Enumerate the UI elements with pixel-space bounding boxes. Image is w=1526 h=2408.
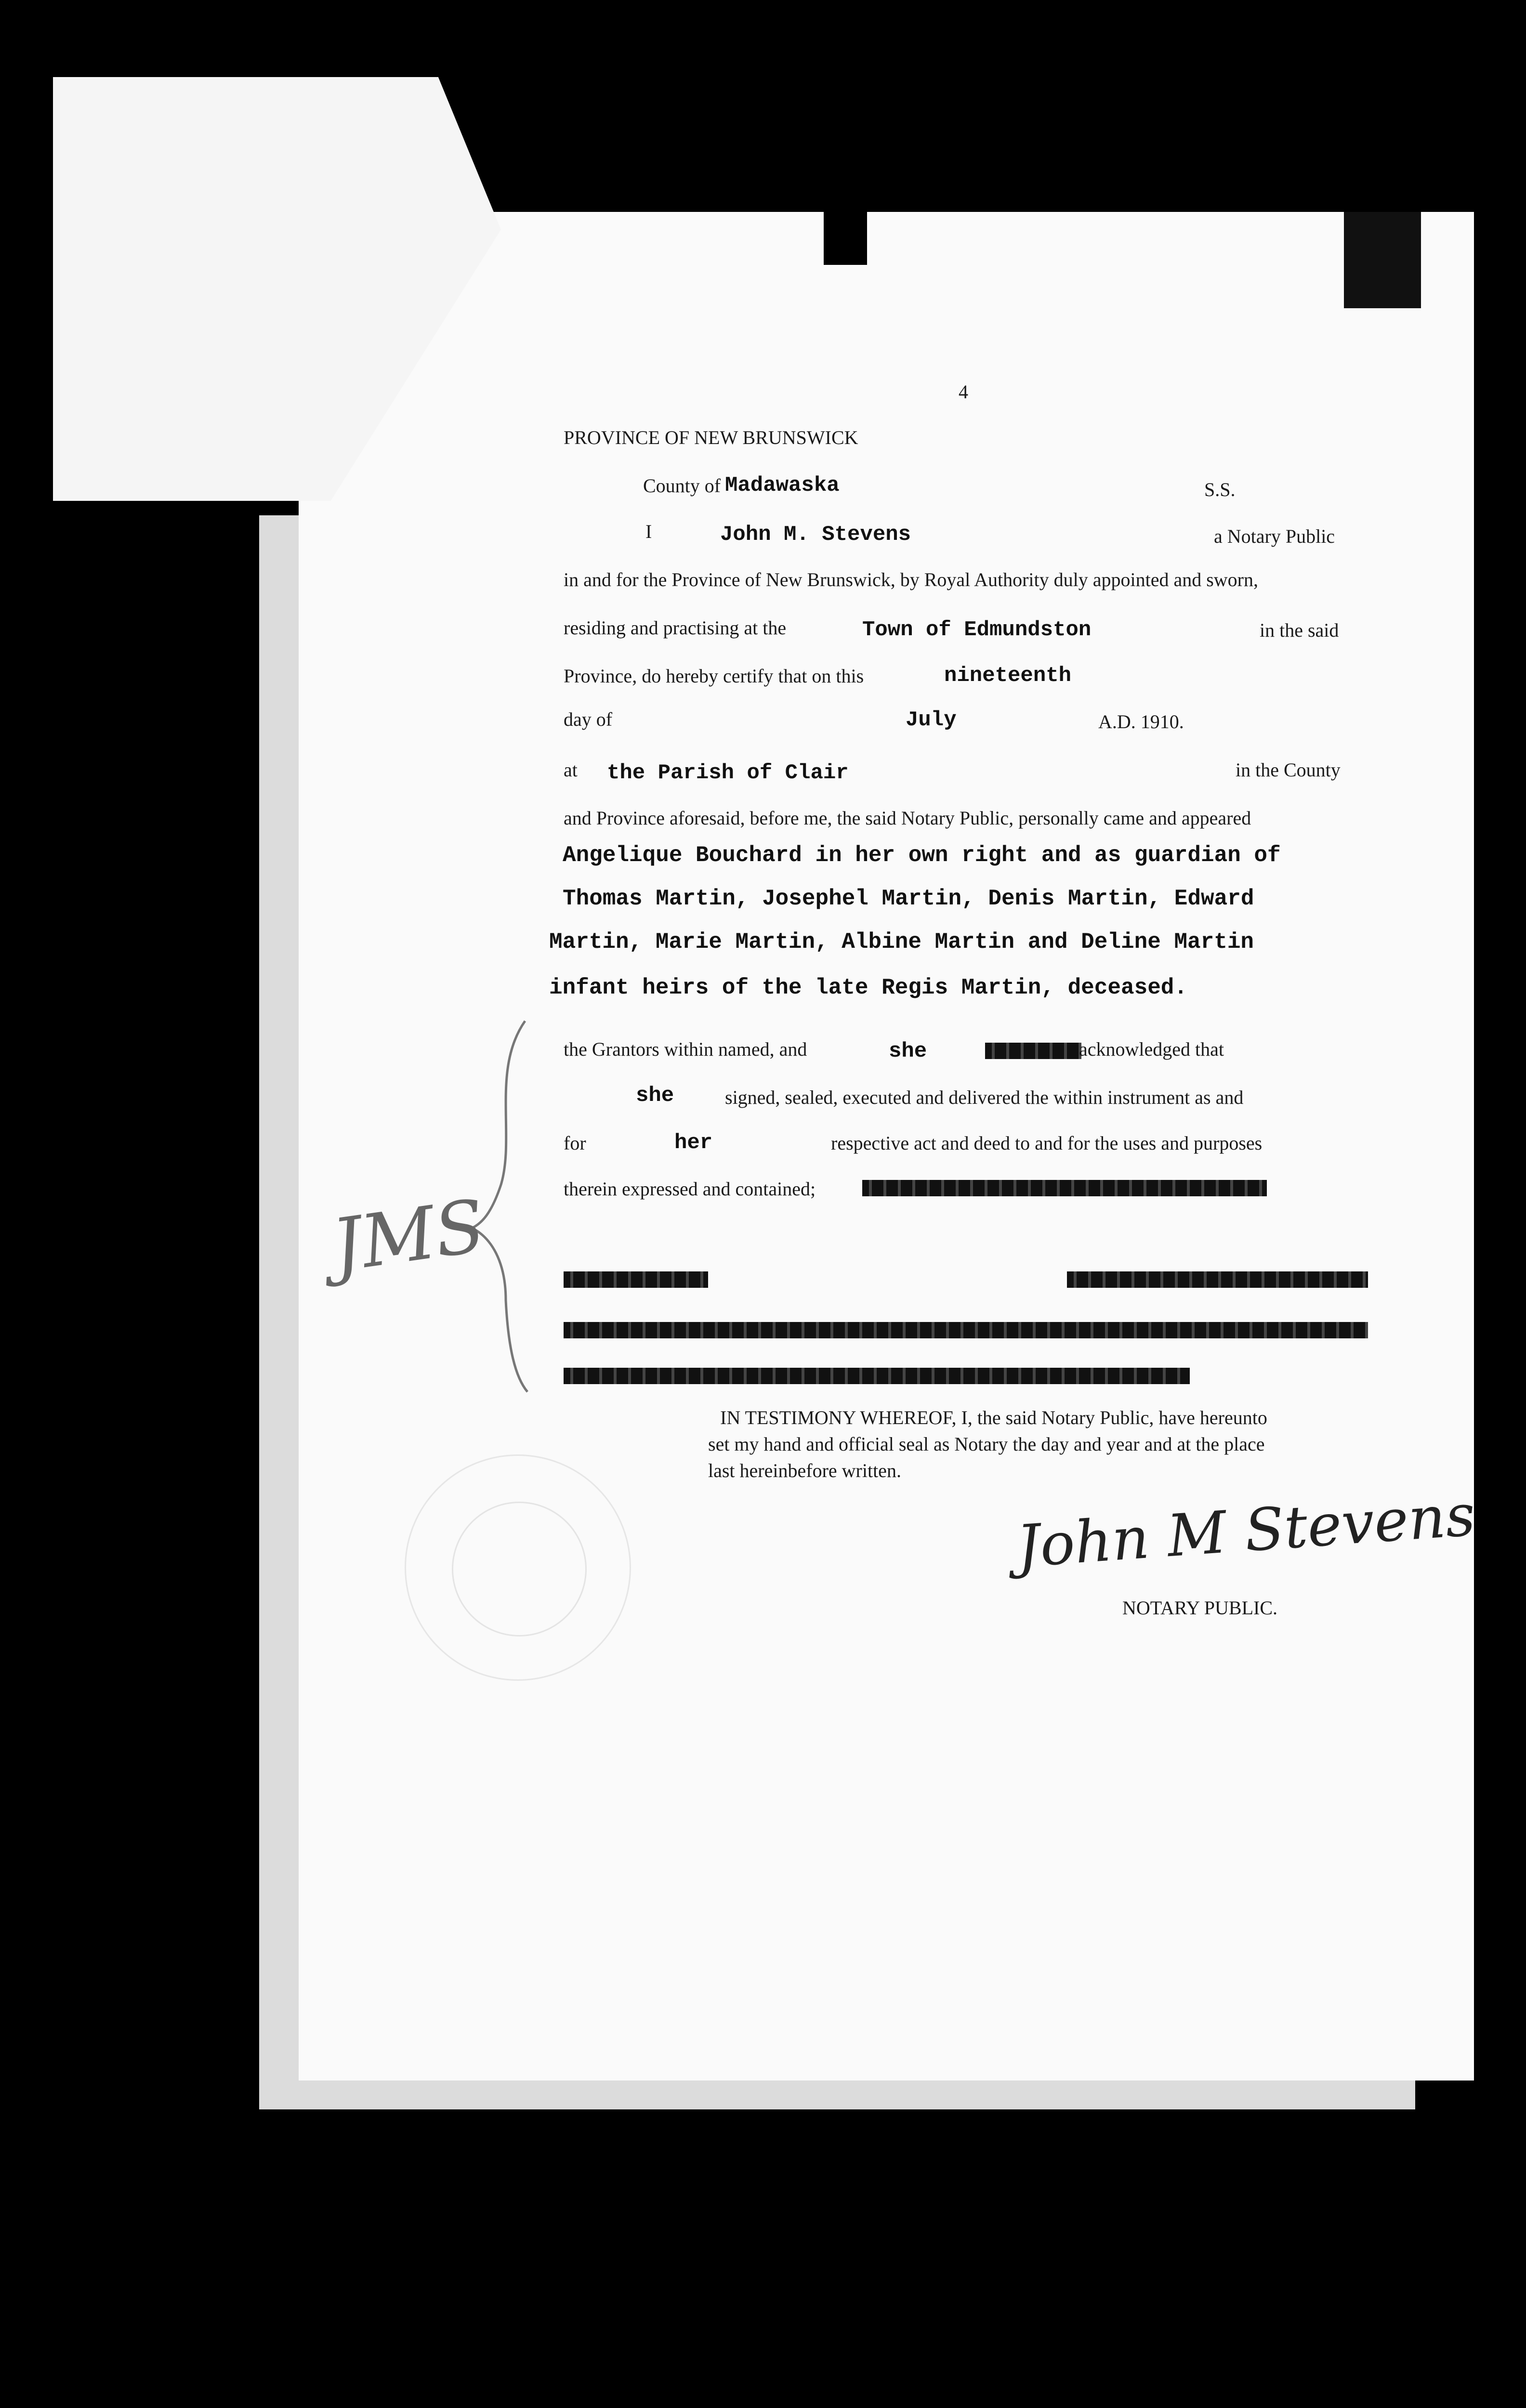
signed-line: signed, sealed, executed and delivered the within instrument as and — [725, 1086, 1244, 1108]
parish-name: the Parish of Clair — [607, 761, 849, 785]
struck-word-1 — [985, 1043, 1081, 1059]
therein-line: therein expressed and contained; — [564, 1178, 816, 1200]
struck-text-5 — [564, 1368, 1190, 1384]
struck-text-1 — [862, 1180, 1267, 1196]
pencil-initials: JMS — [327, 1184, 490, 1289]
province-heading: PROVINCE OF NEW BRUNSWICK — [564, 427, 858, 448]
corner-notch — [1344, 212, 1421, 308]
certify-line: Province, do hereby certify that on this — [564, 665, 864, 687]
struck-text-3 — [1067, 1271, 1368, 1288]
notary-i: I — [645, 521, 652, 542]
acknowledged-label: acknowledged that — [1079, 1038, 1224, 1060]
year-label: A.D. 1910. — [1098, 711, 1184, 733]
for-label: for — [564, 1132, 586, 1154]
pronoun-she-1: she — [889, 1039, 927, 1063]
testimony-line-3: last hereinbefore written. — [708, 1460, 901, 1481]
notary-seal-emboss — [405, 1454, 631, 1681]
residing-label: residing and practising at the — [564, 617, 787, 639]
in-county-label: in the County — [1236, 759, 1341, 781]
certify-day: nineteenth — [944, 664, 1072, 688]
appeared-line-1: Angelique Bouchard in her own right and as guardian of — [563, 843, 1281, 868]
in-said-label: in the said — [1260, 619, 1339, 641]
notary-signature: John M Stevens — [1014, 1481, 1477, 1581]
struck-text-2 — [564, 1271, 708, 1288]
ss-label: S.S. — [1204, 479, 1236, 500]
notary-name: John M. Stevens — [720, 523, 911, 547]
appeared-line-3: Martin, Marie Martin, Albine Martin and Deline Martin — [549, 929, 1254, 955]
testimony-line-1: IN TESTIMONY WHEREOF, I, the said Notary Public, have hereunto — [720, 1407, 1267, 1428]
struck-text-4 — [564, 1322, 1368, 1338]
appeared-line-2: Thomas Martin, Josephel Martin, Denis Martin, Edward — [563, 886, 1254, 911]
at-label: at — [564, 759, 578, 781]
county-name: Madawaska — [725, 473, 840, 497]
day-of-label: day of — [564, 708, 613, 730]
pronoun-her: her — [674, 1131, 713, 1155]
respective-line: respective act and deed to and for the uses and purposes — [831, 1132, 1263, 1154]
certify-month: July — [906, 708, 957, 732]
notary-public-label: a Notary Public — [1214, 525, 1335, 547]
county-label: County of — [643, 475, 721, 497]
residence-place: Town of Edmundston — [862, 618, 1092, 642]
testimony-line-2: set my hand and official seal as Notary the day and year and at the place — [708, 1433, 1265, 1455]
page-number: 4 — [959, 381, 968, 403]
top-notch — [824, 212, 867, 265]
notary-public-footer: NOTARY PUBLIC. — [1122, 1597, 1278, 1619]
grantors-line: the Grantors within named, and — [564, 1038, 807, 1060]
appeared-line-4: infant heirs of the late Regis Martin, deceased. — [549, 975, 1188, 1000]
appeared-line: and Province aforesaid, before me, the said Notary Public, personally came and appeared — [564, 807, 1251, 829]
pronoun-she-2: she — [636, 1084, 674, 1108]
appointment-line: in and for the Province of New Brunswick, by Royal Authority duly appointed and sworn, — [564, 569, 1258, 590]
